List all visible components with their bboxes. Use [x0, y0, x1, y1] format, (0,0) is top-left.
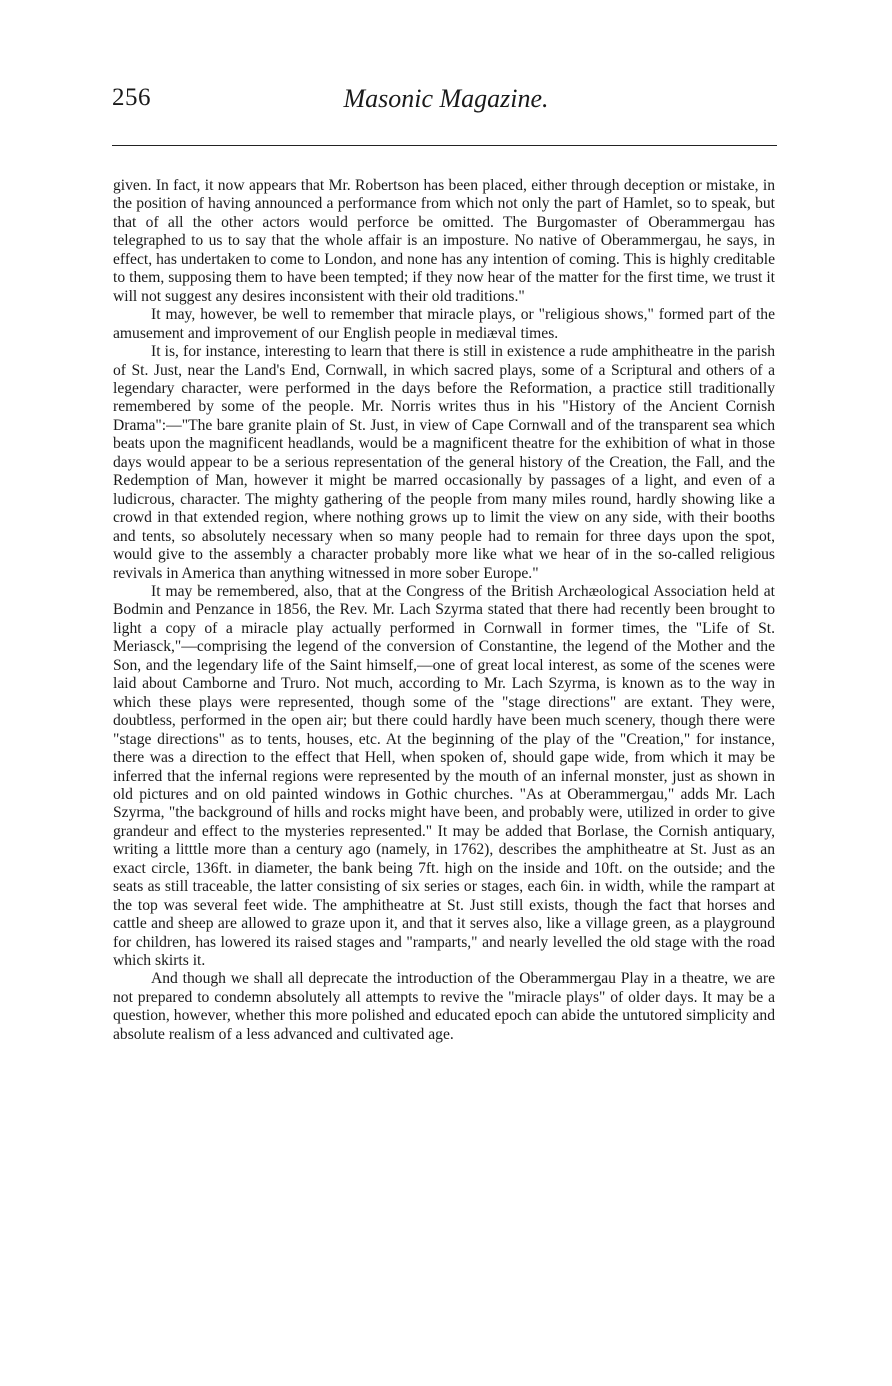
paragraph: It may be remembered, also, that at the Congress of the British Archæological Association held at Bodmin and Penzance in 1856, the Rev. Mr. Lach Szyrma stated that there had recently been brought to light a copy of a miracle play actually performed in Cornwall in former times, the "Life of St. Meriasck,"—comprising the legend of the conversion of Constantine, the legend of the Mother and the Son, and the legendary life of the Saint himself,—one of great local interest, as some of the scenes were laid about Camborne and Truro. Not much, according to Mr. Lach Szyrma, is known as to the way in which these plays were represented, though some of the "stage directions" are extant. They were, doubtless, performed in the open air; but there could hardly have been much scenery, though there were "stage directions" as to tents, houses, etc. At the beginning of the play of the "Creation," for instance, there was a direction to the effect that Hell, when spoken of, should gape wide, from which it may be inferred that the infernal regions were represented by the mouth of an infernal monster, just as shown in old pictures and on old painted windows in Gothic churches. "As at Oberammergau," adds Mr. Lach Szyrma, "the background of hills and rocks might have been, and probably were, utilized in order to give grandeur and effect to the mysteries represented." It may be added that Borlase, the Cornish antiquary, writing a litttle more than a century ago (namely, in 1762), describes the amphitheatre at St. Just as an exact circle, 136ft. in diameter, the bank being 7ft. high on the inside and 10ft. on the outside; and the seats as still traceable, the latter consisting of six series or stages, each 6in. in width, while the rampart at the top was several feet wide. The amphitheatre at St. Just still exists, though the fact that horses and cattle and sheep are allowed to graze upon it, and that it serves also, like a village green, as a playground for children, has lowered its raised stages and "ramparts," and nearly levelled the old stage with the road which skirts it. [113, 582, 775, 970]
article-body [113, 177, 775, 1044]
paragraph: And though we shall all deprecate the introduction of the Oberammergau Play in a theatre, we are not prepared to condemn absolutely all attempts to revive the "miracle plays" of older days. It may be a question, however, whether this more polished and educated epoch can abide the untutored simplicity and absolute realism of a less advanced and cultivated age. [113, 970, 775, 1043]
paragraph-continuation: given. In fact, it now appears that Mr. Robertson has been placed, either through deception or mistake, in the position of having announced a performance from which not only the part of Hamlet, so to speak, but that of all the other actors would perforce be omitted. The Burgomaster of Oberammergau has telegraphed to us to say that the whole affair is an imposture. No native of Oberammergau, he says, in effect, has undertaken to come to London, and none has any intention of coming. This is highly creditable to them, supposing them to have been tempted; if they now hear of the matter for the first time, we trust it will not suggest any desires inconsistent with their old traditions." [113, 177, 775, 305]
page-number: 256 [112, 84, 151, 111]
paragraph: It is, for instance, interesting to learn that there is still in existence a rude amphitheatre in the parish of St. Just, near the Land's End, Cornwall, in which sacred plays, some of a Scriptural and others of a legendary character, were performed in the days before the Reformation, a practice still traditionally remembered by some of the people. Mr. Norris writes thus in his "History of the Ancient Cornish Drama":—"The bare granite plain of St. Just, in view of Cape Cornwall and of the transparent sea which beats upon the magnificent headlands, would be a magnificent theatre for the exhibition of what in those days would appear to be a serious representation of the general history of the Creation, the Fall, and the Redemption of Man, however it might be marred occasionally by passages of a light, and even of a ludicrous, character. The mighty gathering of the people from many miles round, hardly showing like a crowd in that extended region, where nothing grows up to limit the view on any side, with their booths and tents, so absolutely necessary when so many people had to remain for three days upon the spot, would give to the assembly a character probably more like what we hear of in the so-called religious revivals in America than anything witnessed in more sober Europe." [113, 343, 775, 582]
running-title: Masonic Magazine. [343, 84, 549, 113]
header-rule [112, 145, 777, 146]
paragraph: It may, however, be well to remember that miracle plays, or "religious shows," formed part of the amusement and improvement of our English people in mediæval times. [113, 306, 775, 342]
